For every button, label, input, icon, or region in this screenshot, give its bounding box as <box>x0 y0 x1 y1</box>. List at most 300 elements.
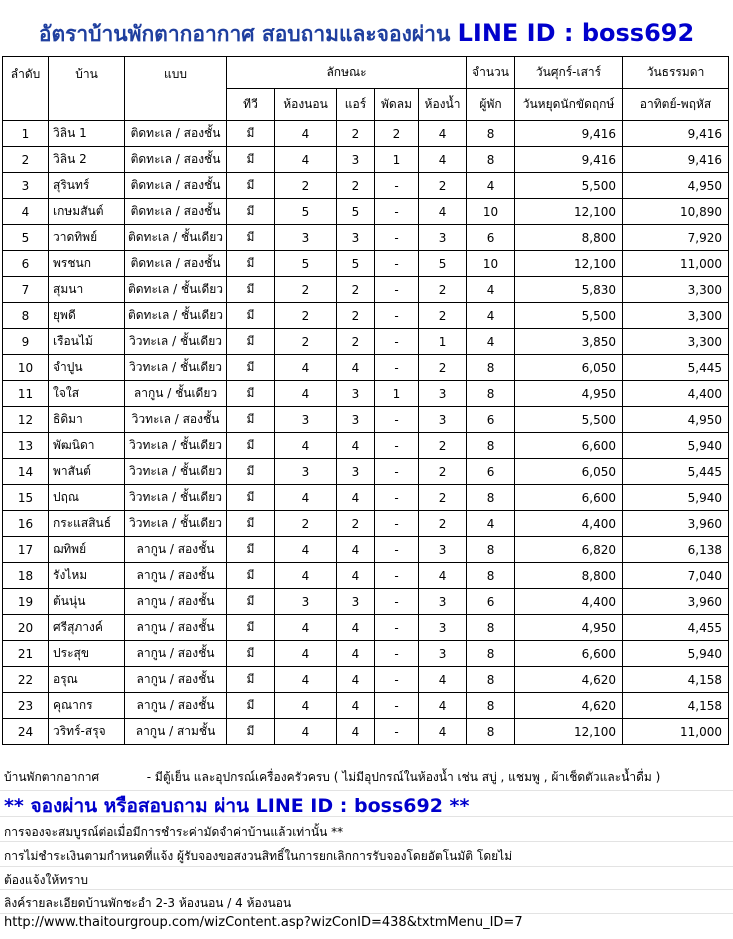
rate-weekend-cell: 5,830 <box>515 277 623 303</box>
tv-cell: มี <box>227 511 275 537</box>
details-url-link[interactable]: http://www.thaitourgroup.com/wizContent.asp?wizConID=438&txtmMenu_ID=7 <box>4 915 523 930</box>
house-type-cell: ลากูน / สองชั้น <box>125 589 227 615</box>
bedrooms-cell: 4 <box>275 121 337 147</box>
rates-table <box>2 56 729 745</box>
tv-cell: มี <box>227 381 275 407</box>
bathrooms-cell: 3 <box>419 537 467 563</box>
fans-cell: - <box>375 355 419 381</box>
row-no-cell: 1 <box>3 121 49 147</box>
header-fri-top: วันศุกร์-เสาร์ <box>515 57 623 89</box>
bathrooms-cell: 3 <box>419 615 467 641</box>
house-type-cell: ติดทะเล / ชั้นเดียว <box>125 225 227 251</box>
bedrooms-cell: 5 <box>275 199 337 225</box>
aircon-cell: 2 <box>337 277 375 303</box>
bedrooms-cell: 2 <box>275 329 337 355</box>
bedrooms-cell: 4 <box>275 641 337 667</box>
bathrooms-cell: 5 <box>419 251 467 277</box>
link-note: ลิงค์รายละเอียดบ้านพักชะอำ 2-3 ห้องนอน / 4 ห้องนอน <box>4 896 292 910</box>
rate-weekday-cell: 11,000 <box>623 251 729 277</box>
house-name-cell: จำปูน <box>49 355 125 381</box>
house-name-cell: อรุณ <box>49 667 125 693</box>
house-name-cell: พัฒนิดา <box>49 433 125 459</box>
guests-cell: 6 <box>467 225 515 251</box>
table-row <box>3 693 729 719</box>
aircon-cell: 4 <box>337 667 375 693</box>
fans-cell: - <box>375 303 419 329</box>
aircon-cell: 2 <box>337 329 375 355</box>
table-row <box>3 381 729 407</box>
house-name-cell: ต้นนุ่น <box>49 589 125 615</box>
header-week-top: วันธรรมดา <box>623 57 729 89</box>
house-type-cell: วิวทะเล / ชั้นเดียว <box>125 355 227 381</box>
guests-cell: 8 <box>467 563 515 589</box>
bedrooms-cell: 3 <box>275 589 337 615</box>
tv-cell: มี <box>227 719 275 745</box>
tv-cell: มี <box>227 199 275 225</box>
cancel-note-2: ต้องแจ้งให้ทราบ <box>4 873 88 887</box>
bathrooms-cell: 2 <box>419 511 467 537</box>
rate-weekday-cell: 4,950 <box>623 407 729 433</box>
tv-cell: มี <box>227 667 275 693</box>
tv-cell: มี <box>227 277 275 303</box>
bedrooms-cell: 4 <box>275 485 337 511</box>
guests-cell: 8 <box>467 641 515 667</box>
house-type-cell: ติดทะเล / สองชั้น <box>125 147 227 173</box>
house-type-cell: ติดทะเล / สองชั้น <box>125 173 227 199</box>
house-name-cell: สุมนา <box>49 277 125 303</box>
house-type-cell: ลากูน / สองชั้น <box>125 563 227 589</box>
bathrooms-cell: 4 <box>419 147 467 173</box>
rate-weekday-cell: 7,920 <box>623 225 729 251</box>
rate-weekday-cell: 5,940 <box>623 641 729 667</box>
bathrooms-cell: 1 <box>419 329 467 355</box>
header-row-top <box>3 57 729 89</box>
rate-weekday-cell: 10,890 <box>623 199 729 225</box>
guests-cell: 8 <box>467 693 515 719</box>
fans-cell: - <box>375 641 419 667</box>
bathrooms-cell: 3 <box>419 641 467 667</box>
house-name-cell: ศรีสุภางค์ <box>49 615 125 641</box>
house-name-cell: เรือนไม้ <box>49 329 125 355</box>
rate-weekend-cell: 4,400 <box>515 511 623 537</box>
bathrooms-cell: 3 <box>419 225 467 251</box>
fans-cell: - <box>375 693 419 719</box>
rate-weekend-cell: 6,600 <box>515 433 623 459</box>
rate-weekend-cell: 4,950 <box>515 381 623 407</box>
aircon-cell: 4 <box>337 693 375 719</box>
aircon-cell: 2 <box>337 303 375 329</box>
table-row <box>3 433 729 459</box>
tv-cell: มี <box>227 147 275 173</box>
row-no-cell: 9 <box>3 329 49 355</box>
tv-cell: มี <box>227 355 275 381</box>
guests-cell: 6 <box>467 407 515 433</box>
rate-weekend-cell: 12,100 <box>515 719 623 745</box>
rate-weekday-cell: 4,950 <box>623 173 729 199</box>
header-fan: พัดลม <box>375 89 419 121</box>
rate-weekend-cell: 5,500 <box>515 173 623 199</box>
fans-cell: 1 <box>375 381 419 407</box>
rate-weekday-cell: 4,400 <box>623 381 729 407</box>
rate-weekend-cell: 5,500 <box>515 407 623 433</box>
aircon-cell: 5 <box>337 199 375 225</box>
header-no: ลำดับ <box>3 57 49 121</box>
rate-weekday-cell: 3,960 <box>623 589 729 615</box>
house-type-cell: ติดทะเล / สองชั้น <box>125 199 227 225</box>
aircon-cell: 4 <box>337 563 375 589</box>
rate-weekday-cell: 9,416 <box>623 147 729 173</box>
fans-cell: - <box>375 251 419 277</box>
fans-cell: - <box>375 537 419 563</box>
table-row <box>3 407 729 433</box>
guests-cell: 10 <box>467 251 515 277</box>
table-row <box>3 121 729 147</box>
rate-weekday-cell: 9,416 <box>623 121 729 147</box>
house-name-cell: พรชนก <box>49 251 125 277</box>
bathrooms-cell: 2 <box>419 355 467 381</box>
house-name-cell: วิลิน 1 <box>49 121 125 147</box>
confirm-note: การจองจะสมบูรณ์ต่อเมื่อมีการชำระค่ามัดจำค่าบ้านแล้วเท่านั้น ** <box>4 825 344 839</box>
house-type-cell: ติดทะเล / ชั้นเดียว <box>125 277 227 303</box>
house-type-cell: ลากูน / ชั้นเดียว <box>125 381 227 407</box>
page-title <box>0 18 733 51</box>
bathrooms-cell: 3 <box>419 381 467 407</box>
house-name-cell: คุณากร <box>49 693 125 719</box>
guests-cell: 6 <box>467 589 515 615</box>
table-row <box>3 225 729 251</box>
bathrooms-cell: 2 <box>419 459 467 485</box>
aircon-cell: 3 <box>337 407 375 433</box>
amenities-label: บ้านพักตากอากาศ <box>4 770 100 784</box>
fans-cell: - <box>375 511 419 537</box>
aircon-cell: 3 <box>337 381 375 407</box>
tv-cell: มี <box>227 641 275 667</box>
guests-cell: 8 <box>467 537 515 563</box>
row-no-cell: 5 <box>3 225 49 251</box>
amenities-note <box>4 768 660 787</box>
table-row <box>3 563 729 589</box>
rate-weekend-cell: 9,416 <box>515 147 623 173</box>
guests-cell: 4 <box>467 277 515 303</box>
row-no-cell: 10 <box>3 355 49 381</box>
table-row <box>3 303 729 329</box>
rate-weekday-cell: 3,960 <box>623 511 729 537</box>
rate-weekday-cell: 11,000 <box>623 719 729 745</box>
house-name-cell: รังไหม <box>49 563 125 589</box>
table-row <box>3 251 729 277</box>
rate-weekend-cell: 8,800 <box>515 225 623 251</box>
row-no-cell: 2 <box>3 147 49 173</box>
aircon-cell: 4 <box>337 537 375 563</box>
house-type-cell: วิวทะเล / ชั้นเดียว <box>125 485 227 511</box>
tv-cell: มี <box>227 615 275 641</box>
house-name-cell: กระแสสินธ์ <box>49 511 125 537</box>
guests-cell: 4 <box>467 303 515 329</box>
tv-cell: มี <box>227 225 275 251</box>
aircon-cell: 4 <box>337 615 375 641</box>
fans-cell: - <box>375 589 419 615</box>
rate-weekend-cell: 6,820 <box>515 537 623 563</box>
fans-cell: - <box>375 199 419 225</box>
rate-weekend-cell: 6,600 <box>515 485 623 511</box>
bathrooms-cell: 4 <box>419 121 467 147</box>
row-no-cell: 6 <box>3 251 49 277</box>
table-row <box>3 173 729 199</box>
bedrooms-cell: 5 <box>275 251 337 277</box>
house-name-cell: ธิดิมา <box>49 407 125 433</box>
bathrooms-cell: 4 <box>419 719 467 745</box>
aircon-cell: 5 <box>337 251 375 277</box>
table-row <box>3 537 729 563</box>
rate-weekend-cell: 4,950 <box>515 615 623 641</box>
aircon-cell: 4 <box>337 719 375 745</box>
tv-cell: มี <box>227 251 275 277</box>
bedrooms-cell: 4 <box>275 355 337 381</box>
bedrooms-cell: 4 <box>275 563 337 589</box>
aircon-cell: 3 <box>337 459 375 485</box>
bathrooms-cell: 2 <box>419 485 467 511</box>
aircon-cell: 2 <box>337 173 375 199</box>
row-no-cell: 8 <box>3 303 49 329</box>
tv-cell: มี <box>227 329 275 355</box>
row-no-cell: 23 <box>3 693 49 719</box>
house-name-cell: ประสุข <box>49 641 125 667</box>
house-type-cell: วิวทะเล / ชั้นเดียว <box>125 511 227 537</box>
house-name-cell: วิลิน 2 <box>49 147 125 173</box>
house-name-cell: พาสันต์ <box>49 459 125 485</box>
bedrooms-cell: 2 <box>275 303 337 329</box>
fans-cell: - <box>375 329 419 355</box>
row-no-cell: 20 <box>3 615 49 641</box>
rate-weekday-cell: 5,940 <box>623 433 729 459</box>
bedrooms-cell: 2 <box>275 173 337 199</box>
bedrooms-cell: 2 <box>275 511 337 537</box>
tv-cell: มี <box>227 459 275 485</box>
rate-weekend-cell: 12,100 <box>515 251 623 277</box>
header-bedroom: ห้องนอน <box>275 89 337 121</box>
rate-weekend-cell: 12,100 <box>515 199 623 225</box>
header-week-bottom: อาทิตย์-พฤหัส <box>623 89 729 121</box>
fans-cell: - <box>375 485 419 511</box>
table-row <box>3 147 729 173</box>
bedrooms-cell: 3 <box>275 225 337 251</box>
aircon-cell: 2 <box>337 121 375 147</box>
guests-cell: 8 <box>467 615 515 641</box>
guests-cell: 8 <box>467 719 515 745</box>
table-row <box>3 641 729 667</box>
row-no-cell: 7 <box>3 277 49 303</box>
table-row <box>3 511 729 537</box>
header-count-top: จำนวน <box>467 57 515 89</box>
rate-weekday-cell: 5,940 <box>623 485 729 511</box>
guests-cell: 4 <box>467 329 515 355</box>
fans-cell: - <box>375 615 419 641</box>
guests-cell: 8 <box>467 355 515 381</box>
bedrooms-cell: 3 <box>275 459 337 485</box>
house-type-cell: วิวทะเล / ชั้นเดียว <box>125 329 227 355</box>
guests-cell: 6 <box>467 459 515 485</box>
guests-cell: 8 <box>467 433 515 459</box>
bedrooms-cell: 4 <box>275 381 337 407</box>
house-type-cell: ลากูน / สองชั้น <box>125 615 227 641</box>
fans-cell: - <box>375 225 419 251</box>
table-row <box>3 355 729 381</box>
cancel-note-1: การไม่ชำระเงินตามกำหนดที่แจ้ง ผู้รับจองขอสงวนสิทธิ์ในการยกเลิกการรับจองโดยอัตโนมัติ โดยไม่ <box>4 849 513 863</box>
aircon-cell: 4 <box>337 355 375 381</box>
tv-cell: มี <box>227 563 275 589</box>
table-row <box>3 277 729 303</box>
amenities-text: - มีตู้เย็น และอุปกรณ์เครื่องครัวครบ ( ไม่มีอุปกรณ์ในห้องน้ำ เช่น สบู่ , แชมพู , ผ้าเช็ดตัวและน้ำดื่ม ) <box>146 770 661 784</box>
row-no-cell: 24 <box>3 719 49 745</box>
table-row <box>3 459 729 485</box>
tv-cell: มี <box>227 485 275 511</box>
fans-cell: - <box>375 667 419 693</box>
house-type-cell: ติดทะเล / สองชั้น <box>125 251 227 277</box>
tv-cell: มี <box>227 121 275 147</box>
rate-weekend-cell: 4,400 <box>515 589 623 615</box>
bathrooms-cell: 2 <box>419 277 467 303</box>
row-no-cell: 13 <box>3 433 49 459</box>
fans-cell: - <box>375 433 419 459</box>
rate-weekend-cell: 6,600 <box>515 641 623 667</box>
row-no-cell: 14 <box>3 459 49 485</box>
guests-cell: 8 <box>467 147 515 173</box>
rates-table-body <box>3 121 729 745</box>
table-row <box>3 485 729 511</box>
aircon-cell: 4 <box>337 485 375 511</box>
table-row <box>3 329 729 355</box>
rate-weekday-cell: 4,158 <box>623 693 729 719</box>
aircon-cell: 3 <box>337 589 375 615</box>
bedrooms-cell: 3 <box>275 407 337 433</box>
tv-cell: มี <box>227 537 275 563</box>
title-line-id: LINE ID : boss692 <box>457 19 695 47</box>
rate-weekend-cell: 4,620 <box>515 667 623 693</box>
rate-weekday-cell: 3,300 <box>623 329 729 355</box>
house-type-cell: วิวทะเล / ชั้นเดียว <box>125 433 227 459</box>
table-row <box>3 667 729 693</box>
bathrooms-cell: 4 <box>419 667 467 693</box>
aircon-cell: 4 <box>337 433 375 459</box>
rate-weekend-cell: 6,050 <box>515 459 623 485</box>
tv-cell: มี <box>227 433 275 459</box>
header-bathroom: ห้องน้ำ <box>419 89 467 121</box>
house-name-cell: วาดทิพย์ <box>49 225 125 251</box>
rate-weekend-cell: 8,800 <box>515 563 623 589</box>
house-type-cell: ลากูน / สองชั้น <box>125 641 227 667</box>
tv-cell: มี <box>227 303 275 329</box>
row-no-cell: 3 <box>3 173 49 199</box>
rate-weekend-cell: 9,416 <box>515 121 623 147</box>
rate-weekday-cell: 4,158 <box>623 667 729 693</box>
house-name-cell: วริทร์-สรุจ <box>49 719 125 745</box>
fans-cell: - <box>375 407 419 433</box>
house-type-cell: ลากูน / สองชั้น <box>125 667 227 693</box>
bathrooms-cell: 4 <box>419 693 467 719</box>
rate-weekend-cell: 3,850 <box>515 329 623 355</box>
tv-cell: มี <box>227 589 275 615</box>
aircon-cell: 3 <box>337 225 375 251</box>
tv-cell: มี <box>227 173 275 199</box>
bedrooms-cell: 4 <box>275 693 337 719</box>
house-name-cell: ปฤณ <box>49 485 125 511</box>
table-row <box>3 719 729 745</box>
bedrooms-cell: 4 <box>275 147 337 173</box>
bedrooms-cell: 4 <box>275 719 337 745</box>
row-no-cell: 19 <box>3 589 49 615</box>
house-type-cell: วิวทะเล / ชั้นเดียว <box>125 459 227 485</box>
house-name-cell: ฌทิพย์ <box>49 537 125 563</box>
bathrooms-cell: 4 <box>419 199 467 225</box>
row-no-cell: 12 <box>3 407 49 433</box>
row-no-cell: 11 <box>3 381 49 407</box>
fans-cell: - <box>375 563 419 589</box>
tv-cell: มี <box>227 693 275 719</box>
table-row <box>3 589 729 615</box>
rate-weekend-cell: 4,620 <box>515 693 623 719</box>
rate-weekday-cell: 5,445 <box>623 355 729 381</box>
bathrooms-cell: 2 <box>419 303 467 329</box>
house-name-cell: เกษมสันต์ <box>49 199 125 225</box>
house-type-cell: วิวทะเล / สองชั้น <box>125 407 227 433</box>
house-type-cell: ติดทะเล / ชั้นเดียว <box>125 303 227 329</box>
header-fri-bottom: วันหยุดนักขัดฤกษ์ <box>515 89 623 121</box>
guests-cell: 8 <box>467 121 515 147</box>
house-name-cell: ใจใส <box>49 381 125 407</box>
bedrooms-cell: 4 <box>275 433 337 459</box>
rate-weekday-cell: 5,445 <box>623 459 729 485</box>
bedrooms-cell: 2 <box>275 277 337 303</box>
fans-cell: 2 <box>375 121 419 147</box>
rate-weekend-cell: 6,050 <box>515 355 623 381</box>
rate-weekend-cell: 5,500 <box>515 303 623 329</box>
rate-weekday-cell: 4,455 <box>623 615 729 641</box>
header-features: ลักษณะ <box>227 57 467 89</box>
aircon-cell: 4 <box>337 641 375 667</box>
bedrooms-cell: 4 <box>275 667 337 693</box>
row-no-cell: 18 <box>3 563 49 589</box>
row-no-cell: 4 <box>3 199 49 225</box>
bathrooms-cell: 2 <box>419 433 467 459</box>
header-count-bottom: ผู้พัก <box>467 89 515 121</box>
bathrooms-cell: 2 <box>419 173 467 199</box>
fans-cell: - <box>375 277 419 303</box>
row-no-cell: 22 <box>3 667 49 693</box>
house-type-cell: ลากูน / สามชั้น <box>125 719 227 745</box>
bedrooms-cell: 4 <box>275 615 337 641</box>
guests-cell: 10 <box>467 199 515 225</box>
aircon-cell: 2 <box>337 511 375 537</box>
house-name-cell: สุรินทร์ <box>49 173 125 199</box>
header-type: แบบ <box>125 57 227 121</box>
table-row <box>3 615 729 641</box>
rate-weekday-cell: 7,040 <box>623 563 729 589</box>
fans-cell: 1 <box>375 147 419 173</box>
header-house: บ้าน <box>49 57 125 121</box>
header-aircon: แอร์ <box>337 89 375 121</box>
house-name-cell: ยุพดี <box>49 303 125 329</box>
house-type-cell: ลากูน / สองชั้น <box>125 693 227 719</box>
row-no-cell: 15 <box>3 485 49 511</box>
guests-cell: 8 <box>467 381 515 407</box>
bathrooms-cell: 3 <box>419 407 467 433</box>
tv-cell: มี <box>227 407 275 433</box>
house-type-cell: ติดทะเล / สองชั้น <box>125 121 227 147</box>
bedrooms-cell: 4 <box>275 537 337 563</box>
row-no-cell: 16 <box>3 511 49 537</box>
row-no-cell: 21 <box>3 641 49 667</box>
aircon-cell: 3 <box>337 147 375 173</box>
